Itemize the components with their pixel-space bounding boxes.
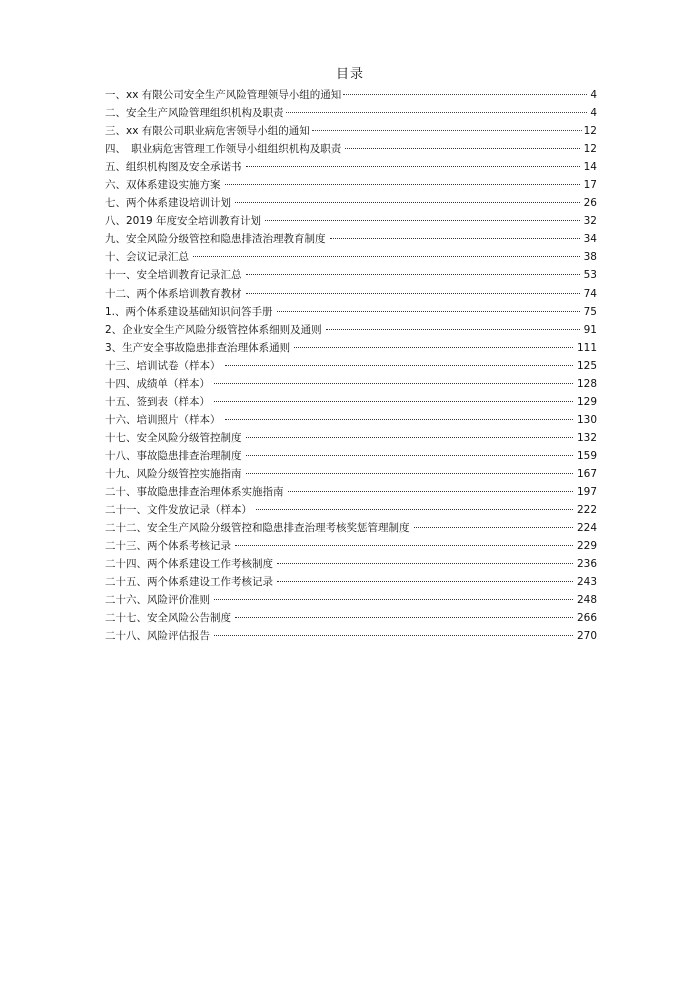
toc-entry-page-number: 125 [576,359,597,372]
toc-entry[interactable] [105,194,597,212]
toc-entry-title: 2、企业安全生产风险分级管控体系细则及通则 [105,323,322,336]
toc-entry-page-number: 4 [590,107,597,120]
toc-entry-title: 十九、风险分级管控实施指南 [105,467,242,480]
toc-entry-page-number: 74 [583,287,597,300]
toc-entry[interactable] [105,266,597,284]
toc-entry-page-number: 75 [583,305,597,318]
toc-entry-page-number: 159 [576,449,597,462]
toc-entry[interactable] [105,627,597,645]
toc-entry-page-number: 229 [576,540,597,553]
toc-entry-title: 六、双体系建设实施方案 [105,179,221,192]
toc-entry-page-number: 266 [576,612,597,625]
dot-leader [277,310,580,312]
toc-entry-title: 3、生产安全事故隐患排查治理体系通则 [105,341,291,354]
toc-entry[interactable] [105,465,597,483]
toc-entry-title: 三、xx 有限公司职业病危害领导小组的通知 [105,125,310,138]
toc-entry-title: 十五、签到表（样本） [105,395,210,408]
toc-entry[interactable] [105,519,597,537]
toc-entry[interactable] [105,303,597,321]
toc-entry[interactable] [105,447,597,465]
toc-entry-title: 二十七、安全风险公告制度 [105,612,231,625]
toc-entry[interactable] [105,591,597,609]
dot-leader [294,346,573,348]
toc-entry-title: 二十、事故隐患排查治理体系实施指南 [105,486,284,499]
toc-entry-page-number: 132 [576,431,597,444]
dot-leader [246,454,573,456]
dot-leader [326,328,580,330]
toc-entry-page-number: 91 [583,323,597,336]
toc-entry-title: 四、 职业病危害管理工作领导小组组织机构及职责 [105,143,342,156]
toc-entry-title: 二十五、两个体系建设工作考核记录 [105,576,273,589]
toc-entry[interactable] [105,230,597,248]
toc-entry[interactable] [105,176,597,194]
toc-entry[interactable] [105,122,597,140]
toc-entry-page-number: 12 [583,143,597,156]
toc-entry-page-number: 34 [583,233,597,246]
dot-leader [225,183,580,185]
dot-leader [246,292,580,294]
toc-entry[interactable] [105,140,597,158]
toc-entry[interactable] [105,483,597,501]
toc-entry-title: 二十四、两个体系建设工作考核制度 [105,558,273,571]
toc-entry-title: 二、安全生产风险管理组织机构及职责 [105,107,284,120]
toc-entry-title: 八、2019 年度安全培训教育计划 [105,215,262,228]
toc-entry-title: 七、两个体系建设培训计划 [105,197,231,210]
dot-leader [235,616,573,618]
toc-entry[interactable] [105,429,597,447]
toc-entry-page-number: 243 [576,576,597,589]
dot-leader [214,634,573,636]
toc-entry-page-number: 26 [583,197,597,210]
toc-entry-page-number: 38 [583,251,597,264]
dot-leader [414,526,573,528]
dot-leader [225,364,573,366]
dot-leader [288,490,573,492]
toc-entry-title: 二十六、风险评价准则 [105,594,210,607]
toc-entry-page-number: 197 [576,486,597,499]
toc-title: 目录 [335,67,364,82]
toc-entry[interactable] [105,501,597,519]
toc-entry[interactable] [105,555,597,573]
toc-entry-title: 二十二、安全生产风险分级管控和隐患排查治理考核奖惩管理制度 [105,522,410,535]
toc-entry-page-number: 222 [576,504,597,517]
toc-entry-title: 十二、两个体系培训教育教材 [105,287,242,300]
toc-entry-page-number: 128 [576,377,597,390]
toc-entry-page-number: 53 [583,269,597,282]
dot-leader [214,400,573,402]
toc-entry-title: 十、会议记录汇总 [105,251,189,264]
dot-leader [345,147,579,149]
dot-leader [286,111,588,113]
toc-entry[interactable] [105,357,597,375]
toc-entry-page-number: 12 [583,125,597,138]
dot-leader [246,273,580,275]
toc-entry-title: 十六、培训照片（样本） [105,413,221,426]
dot-leader [246,436,573,438]
toc-entry-title: 一、xx 有限公司安全生产风险管理领导小组的通知 [105,89,342,101]
toc-entry-title: 1.、两个体系建设基础知识问答手册 [105,305,273,318]
dot-leader [246,472,573,474]
toc-entry-title: 二十三、两个体系考核记录 [105,540,231,553]
toc-entry-title: 十三、培训试卷（样本） [105,359,221,372]
toc-entry-title: 二十一、文件发放记录（样本） [105,504,252,517]
dot-leader [312,129,582,131]
toc-entry-page-number: 32 [583,215,597,228]
toc-entry[interactable] [105,321,597,339]
toc-entry-title: 十八、事故隐患排查治理制度 [105,449,242,462]
dot-leader [330,237,580,239]
toc-entry-page-number: 236 [576,558,597,571]
toc-entry[interactable] [105,609,597,627]
toc-entry[interactable] [105,339,597,357]
toc-entry-page-number: 270 [576,630,597,643]
toc-entry[interactable] [105,393,597,411]
toc-entry-title: 五、组织机构图及安全承诺书 [105,161,242,174]
dot-leader [256,508,573,510]
toc-entry-page-number: 17 [583,179,597,192]
toc-entry[interactable] [105,158,597,176]
toc-entry[interactable] [105,537,597,555]
toc-entry-page-number: 111 [576,341,597,354]
dot-leader [265,219,580,221]
toc-entry-title: 十一、安全培训教育记录汇总 [105,269,242,282]
toc-entry-title: 十四、成绩单（样本） [105,377,210,390]
dot-leader [193,255,580,257]
dot-leader [343,93,587,95]
toc-entry-page-number: 248 [576,594,597,607]
toc-entry[interactable] [105,212,597,230]
dot-leader [235,544,573,546]
toc-entry-page-number: 14 [583,161,597,174]
toc-entry-page-number: 167 [576,467,597,480]
dot-leader [214,598,573,600]
table-of-contents [105,86,597,645]
toc-entry[interactable] [105,573,597,591]
dot-leader [214,382,573,384]
toc-entry-page-number: 129 [576,395,597,408]
dot-leader [246,165,580,167]
toc-entry[interactable] [105,86,597,104]
dot-leader [277,562,573,564]
toc-entry-title: 十七、安全风险分级管控制度 [105,431,242,444]
dot-leader [277,580,573,582]
dot-leader [225,418,573,420]
toc-entry[interactable] [105,411,597,429]
dot-leader [235,201,580,203]
toc-entry[interactable] [105,285,597,303]
toc-entry-page-number: 130 [576,413,597,426]
toc-entry-title: 九、安全风险分级管控和隐患排渣治理教育制度 [105,233,326,246]
toc-entry[interactable] [105,104,597,122]
toc-entry-page-number: 4 [590,89,597,101]
toc-entry-page-number: 224 [576,522,597,535]
toc-entry-title: 二十八、风险评估报告 [105,630,210,643]
toc-entry[interactable] [105,248,597,266]
toc-entry[interactable] [105,375,597,393]
